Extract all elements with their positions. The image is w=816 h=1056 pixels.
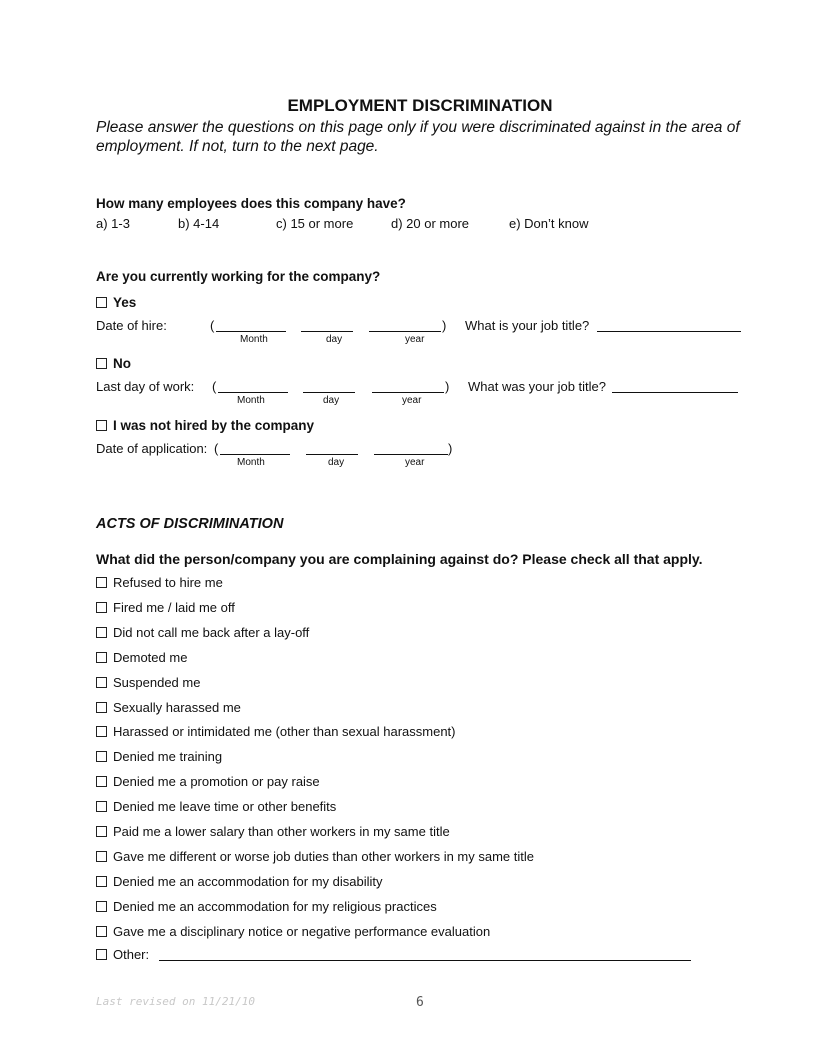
page-number: 6 <box>416 995 424 1010</box>
act-label: Refused to hire me <box>113 575 223 590</box>
act-label: Did not call me back after a lay-off <box>113 624 310 640</box>
last-year-field[interactable] <box>372 379 444 393</box>
revised-date: Last revised on 11/21/10 <box>96 995 255 1008</box>
date-hire-label: Date of hire: <box>96 318 167 333</box>
hire-day-field[interactable] <box>301 318 353 332</box>
act-checkbox-item[interactable] <box>96 625 309 640</box>
paren-close: ) <box>448 441 453 456</box>
yes-label: Yes <box>113 295 137 310</box>
was-job-title-label: What was your job title? <box>468 379 607 394</box>
paren-close: ) <box>445 379 450 394</box>
act-label: Paid me a lower salary than other workers in my same title <box>113 824 450 839</box>
day-caption: day <box>323 395 340 406</box>
checkbox-icon[interactable] <box>96 801 107 812</box>
act-checkbox-item[interactable] <box>96 774 320 789</box>
act-label: Demoted me <box>113 649 188 665</box>
act-label: Gave me different or worse job duties than other workers in my same title <box>113 848 535 864</box>
other-field[interactable] <box>159 947 691 961</box>
checkbox-icon[interactable] <box>96 577 107 588</box>
month-caption: Month <box>237 395 265 406</box>
act-label: Suspended me <box>113 674 201 690</box>
act-label: Denied me an accommodation for my disability <box>113 873 383 889</box>
checkbox-icon[interactable] <box>96 602 107 613</box>
act-checkbox-item[interactable] <box>96 600 235 615</box>
paren-close: ) <box>442 318 447 333</box>
working-question: Are you currently working for the company? <box>96 269 381 284</box>
checkbox-icon[interactable] <box>96 702 107 713</box>
hire-month-field[interactable] <box>216 318 286 332</box>
app-day-field[interactable] <box>306 441 358 455</box>
act-label: Sexually harassed me <box>113 699 241 715</box>
month-caption: Month <box>240 334 268 345</box>
checkbox-icon[interactable] <box>96 751 107 762</box>
was-job-title-field[interactable] <box>612 379 738 393</box>
no-option[interactable] <box>96 356 131 371</box>
checkbox-icon[interactable] <box>96 677 107 688</box>
job-title-label: What is your job title? <box>465 318 590 333</box>
month-caption: Month <box>237 457 265 468</box>
paren-open: ( <box>212 379 217 394</box>
act-checkbox-item[interactable] <box>96 874 383 889</box>
intro-text: Please answer the questions on this page only if you were discriminated against in the area of employment. If not, turn to the next page. <box>96 119 740 155</box>
checkbox-icon[interactable] <box>96 776 107 787</box>
option-c[interactable]: c) 15 or more <box>276 216 354 231</box>
no-label: No <box>113 356 131 371</box>
act-checkbox-item[interactable] <box>96 899 437 914</box>
checkbox-icon[interactable] <box>96 652 107 663</box>
checkbox-icon[interactable] <box>96 297 107 308</box>
paren-open: ( <box>214 441 219 456</box>
last-day-label: Last day of work: <box>96 379 195 394</box>
act-label: Denied me an accommodation for my religious practices <box>113 898 437 914</box>
checkbox-icon[interactable] <box>96 926 107 937</box>
act-checkbox-item[interactable] <box>96 749 222 764</box>
option-b[interactable]: b) 4-14 <box>178 216 220 231</box>
checkbox-icon[interactable] <box>96 949 107 960</box>
acts-heading: ACTS OF DISCRIMINATION <box>96 516 284 532</box>
option-d[interactable]: d) 20 or more <box>391 216 470 231</box>
act-label: Harassed or intimidated me (other than sexual harassment) <box>113 724 456 740</box>
hire-year-field[interactable] <box>369 318 441 332</box>
yes-option[interactable] <box>96 295 136 310</box>
day-caption: day <box>326 334 343 345</box>
act-checkbox-item[interactable] <box>96 650 187 665</box>
app-month-field[interactable] <box>220 441 290 455</box>
act-label: Denied me leave time or other benefits <box>113 799 337 815</box>
checkbox-icon[interactable] <box>96 358 107 369</box>
act-checkbox-item[interactable] <box>96 824 450 839</box>
option-a[interactable]: a) 1-3 <box>96 216 130 231</box>
paren-open: ( <box>210 318 215 333</box>
page-title: EMPLOYMENT DISCRIMINATION <box>287 96 553 115</box>
last-month-field[interactable] <box>218 379 288 393</box>
act-checkbox-item[interactable] <box>96 675 200 690</box>
last-day-field[interactable] <box>303 379 355 393</box>
checkbox-icon[interactable] <box>96 420 107 431</box>
not-hired-label: I was not hired by the company <box>113 418 315 433</box>
other-option[interactable] <box>96 947 149 962</box>
employee-count-question: How many employees does this company have? <box>96 196 406 211</box>
job-title-field[interactable] <box>597 318 741 332</box>
checkbox-icon[interactable] <box>96 627 107 638</box>
act-label: Denied me training <box>113 749 223 765</box>
act-checkbox-item[interactable] <box>96 700 241 715</box>
act-label: Gave me a disciplinary notice or negative performance evaluation <box>113 923 491 939</box>
year-caption: year <box>405 334 425 345</box>
other-label: Other: <box>113 947 150 962</box>
act-checkbox-item[interactable] <box>96 575 223 590</box>
act-checkbox-item[interactable] <box>96 724 456 739</box>
option-e[interactable]: e) Don’t know <box>509 216 589 231</box>
act-label: Fired me / laid me off <box>113 599 235 615</box>
checkbox-icon[interactable] <box>96 901 107 912</box>
day-caption: day <box>328 457 345 468</box>
not-hired-option[interactable] <box>96 418 314 433</box>
app-year-field[interactable] <box>374 441 448 455</box>
checkbox-icon[interactable] <box>96 851 107 862</box>
act-label: Denied me a promotion or pay raise <box>113 774 320 790</box>
act-checkbox-item[interactable] <box>96 799 336 814</box>
act-checkbox-item[interactable] <box>96 924 490 939</box>
checkbox-icon[interactable] <box>96 876 107 887</box>
year-caption: year <box>405 457 425 468</box>
date-application-label: Date of application: <box>96 441 208 456</box>
year-caption: year <box>402 395 422 406</box>
acts-question: What did the person/company you are complaining against do? Please check all that apply. <box>96 551 703 567</box>
act-checkbox-item[interactable] <box>96 849 534 864</box>
checkbox-icon[interactable] <box>96 726 107 737</box>
checkbox-icon[interactable] <box>96 826 107 837</box>
